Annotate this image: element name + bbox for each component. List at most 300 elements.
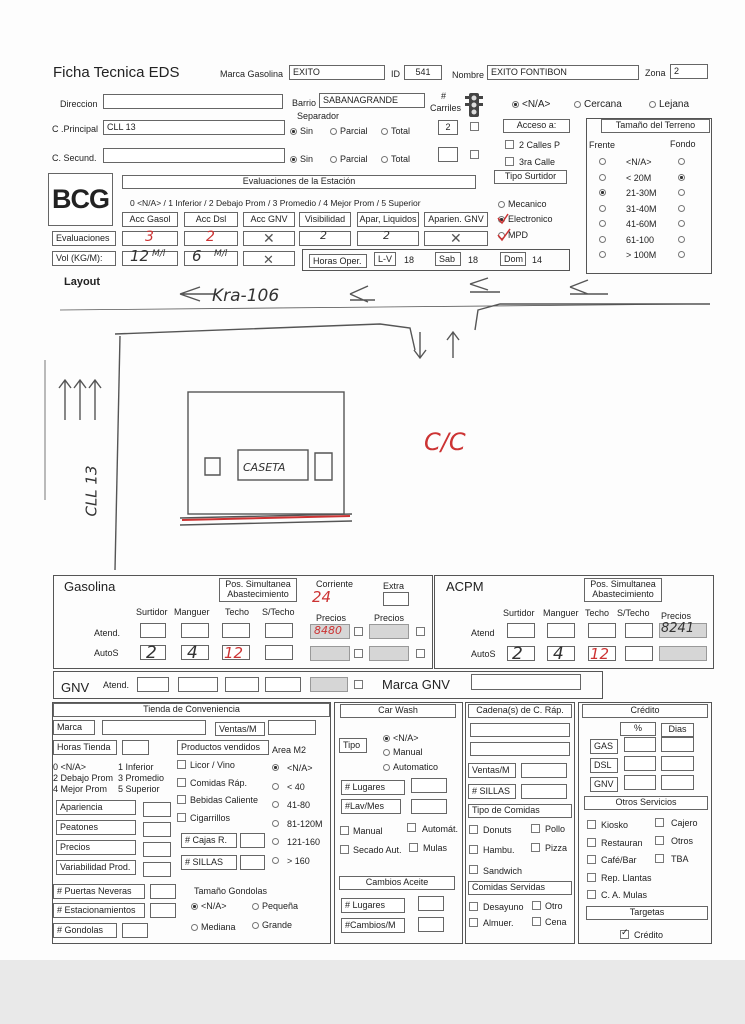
evaluaciones-row-label: Evaluaciones [52,231,116,246]
otros-checkbox[interactable] [587,838,596,847]
credito-title: Crédito [582,704,708,718]
surtidor-handwritten-checks [496,212,518,242]
acpm-atend-stecho[interactable] [625,623,653,638]
terreno-option-label: 31-40M [626,203,657,214]
barrio-label: Barrio [292,98,317,108]
gasolina-title: Gasolina [64,579,116,594]
otros-checkbox[interactable] [655,836,664,845]
carwash-mulas-label: Mulas [423,843,448,853]
acceso-2calles-checkbox[interactable] [505,140,514,149]
principal-sep-sin[interactable]: Sin [290,126,313,136]
bcg-logo: BCG [48,173,113,226]
gondola-mediana[interactable]: Mediana [191,922,236,932]
gnv-field-4[interactable] [265,677,301,692]
targetas-title: Targetas [586,906,708,920]
vol-cell-unit: M/l [214,249,228,259]
gasolina-extra-checkbox[interactable] [416,627,425,636]
carwash-mulas-checkbox[interactable] [409,843,418,852]
street-top-label: Kra-106 [212,286,280,306]
credito-row-label: GNV [590,777,618,792]
carriles-hash: # [441,91,447,101]
tienda-ventas-field[interactable] [268,720,316,735]
id-label: ID [391,69,400,79]
tienda-cajas-field[interactable] [240,833,265,848]
terreno-fondo-radio[interactable] [678,189,685,196]
gasolina-autos-manguer-value: 4 [187,643,198,663]
nombre-field[interactable]: EXITO FONTIBON [487,65,639,80]
zona-label: Zona [645,68,666,78]
tienda-scale-5: 5 Superior [118,784,160,794]
area-label: 81-120M [287,818,323,829]
gasolina-stecho-label: S/Techo [262,607,295,617]
terreno-fondo-radio[interactable] [678,205,685,212]
eval-cell-value: 3 [145,229,154,245]
cadena-tipo-title: Tipo de Comidas [468,804,572,818]
eval-cell-value: 2 [206,229,215,245]
terreno-option-label: > 100M [626,250,657,260]
gnv-field-3[interactable] [225,677,259,692]
acpm-atend-techo[interactable] [588,623,616,638]
gasolina-atend-techo[interactable] [222,623,250,638]
terreno-fondo-radio[interactable] [678,236,685,243]
cadena-sillas-label: # SILLAS [468,784,516,799]
credito-dias-field[interactable] [661,756,694,771]
tienda-productos-label: Productos vendidos [177,740,269,755]
producto-label: Bebidas Caliente [190,795,259,805]
gasolina-autos-checkbox-1[interactable] [354,649,363,658]
acceso-2calles-label: 2 Calles P [519,140,561,150]
eval-cell-value: 2 [383,229,390,242]
cross-mark-icon: ✕ [263,252,274,267]
lv-value[interactable]: 18 [404,255,415,265]
eval-column-header: Acc GNV [243,212,295,227]
tienda-neveras-field[interactable] [150,884,176,899]
acpm-precio-value: 8241 [661,621,695,636]
gasolina-autos-precio-corriente[interactable] [310,646,350,661]
acpm-stecho-label: S/Techo [617,608,650,618]
layout-title: Layout [64,276,101,288]
tienda-marca-field[interactable] [102,720,206,735]
eval-column-header: Apar, Liquidos [357,212,419,227]
carwash-na[interactable]: <N/A> [383,733,419,743]
sab-value[interactable]: 18 [468,255,479,265]
almuer-label: Almuer. [483,918,514,928]
carwash-lav-label: #Lav/Mes [341,799,401,814]
terreno-fondo-radio[interactable] [678,174,685,181]
hambu-label: Hambu. [483,845,515,855]
carwash-lav-field[interactable] [411,799,447,814]
gnv-field-2[interactable] [178,677,218,692]
carwash-title: Car Wash [340,704,456,718]
gasolina-autos-surtidor-value: 2 [146,643,157,663]
credito-dias-field[interactable] [661,737,694,752]
cambios-mes-field[interactable] [418,917,444,932]
secund-sep-parcial[interactable]: Parcial [330,154,368,164]
secund-field[interactable] [103,148,285,163]
vol-cell-value: 12 [130,247,150,265]
otros-checkbox[interactable] [587,873,596,882]
otro-label: Otro [545,901,563,911]
acpm-autos-surtidor-value: 2 [512,644,523,664]
area-radio[interactable] [272,838,279,845]
tienda-gondolas-field[interactable] [122,923,148,938]
gasolina-extra-field[interactable] [383,592,409,606]
acpm-autos-techo-value: 12 [590,645,610,663]
terreno-option-label: 41-60M [626,219,657,229]
acpm-autos-stecho[interactable] [625,646,653,661]
cadena-sillas-field[interactable] [521,784,567,799]
gasolina-autos-checkbox-2[interactable] [416,649,425,658]
cadena-serv-title: Comidas Servidas [468,881,572,895]
tienda-tam-gondolas-label: Tamaño Gondolas [194,886,268,896]
id-field[interactable]: 541 [404,65,442,80]
terreno-frente-label: Frente [589,140,616,150]
pizza-checkbox[interactable] [531,843,540,852]
cena-label: Cena [545,917,567,927]
cadena-ventas-field[interactable] [521,763,567,778]
producto-label: Licor / Vino [190,760,235,770]
eval-column-header: Acc Dsl [184,212,238,227]
acpm-manguer-label: Manguer [543,608,579,618]
producto-label: Cigarrillos [190,812,231,823]
producto-checkbox[interactable] [177,760,186,769]
otros-label: C. A. Mulas [601,890,648,900]
surtidor-mecanico[interactable]: Mecanico [498,199,547,209]
gasolina-autos-stecho[interactable] [265,645,293,660]
proximity-na[interactable]: <N/A> [512,99,550,110]
pizza-label: Pizza [545,843,568,853]
cadena-title: Cadena(s) de C. Ráp. [468,704,572,718]
credito-tarjeta-label: Crédito [634,930,664,940]
tienda-horas-field[interactable] [122,740,149,755]
tienda-sillas-label: # SILLAS [181,855,237,870]
vol-cell-unit: M/l [152,249,166,259]
gasolina-manguer-label: Manguer [174,607,210,617]
direccion-label: Direccion [60,99,98,109]
cambios-title: Cambios Aceite [339,876,455,890]
terreno-frente-radio[interactable] [599,205,606,212]
gasolina-precios-label-1: Precios [316,613,347,623]
carwash-lugares-field[interactable] [411,778,447,793]
gnv-field-5[interactable] [310,677,348,692]
eval-cell-value: 2 [320,229,327,242]
tienda-eval-field[interactable] [143,822,171,837]
gnv-atend-label: Atend. [103,680,130,690]
zona-field[interactable]: 2 [670,64,708,79]
tienda-ventas-label: Ventas/M [215,722,265,736]
cadena-ventas-label: Ventas/M [468,763,516,778]
acpm-atend-surtidor[interactable] [507,623,535,638]
area-label: < 40 [287,781,305,792]
separador-label: Separador [297,111,340,121]
principal-sep-total[interactable]: Total [381,126,410,136]
sab-label: Sab [435,252,461,266]
terreno-fondo-radio[interactable] [678,251,685,258]
terreno-frente-radio[interactable] [599,189,606,196]
cena-checkbox[interactable] [532,917,541,926]
otros-label: Otros [671,836,694,846]
tienda-title: Tienda de Conveniencia [53,703,330,717]
tienda-eval-label: Variabilidad Prod. [56,860,136,875]
tienda-estac-label: # Estacionamientos [53,903,145,918]
acpm-techo-label: Techo [585,608,610,618]
surtidor-title: Tipo Surtidor [494,170,567,184]
surtidor-electronico[interactable]: Electronico [498,214,553,224]
marca-gasolina-field[interactable]: EXITO [289,65,385,80]
carwash-secado-label: Secado Aut. [353,845,402,855]
terreno-title: Tamaño del Terreno [601,119,710,133]
producto-checkbox[interactable] [177,813,186,822]
acpm-autos-precio[interactable] [659,646,707,661]
vol-row-label: Vol (KG/M): [52,251,116,266]
tienda-scale-1: 1 Inferior [118,762,154,772]
carwash-automatico[interactable]: Automatico [383,762,438,772]
acpm-title: ACPM [446,579,484,594]
area-radio[interactable] [272,801,279,808]
principal-label: C .Principal [52,124,99,134]
carwash-manual-checkbox[interactable] [340,826,349,835]
gnv-field-1[interactable] [137,677,169,692]
tienda-horas-label: Horas Tienda [53,740,117,755]
tienda-eval-label: Apariencia [56,800,136,815]
dom-label: Dom [500,252,526,266]
area-radio[interactable] [272,857,279,864]
gasolina-pos-sim-value[interactable]: 24 [312,588,332,606]
credito-pct-field[interactable] [624,775,656,790]
tienda-eval-field[interactable] [143,842,171,857]
otros-checkbox[interactable] [587,890,596,899]
street-left-label: CLL 13 [82,465,101,517]
tienda-area-label: Area M2 [272,745,307,755]
terreno-option-label: 21-30M [626,188,657,198]
acceso-3ra-label: 3ra Calle [519,157,556,167]
donuts-label: Donuts [483,825,512,835]
tienda-gondolas-label: # Gondolas [53,923,117,938]
acpm-atend-manguer[interactable] [547,623,575,638]
secund-checkbox[interactable] [470,150,479,159]
gnv-title: GNV [61,680,90,695]
tienda-scale-2: 2 Debajo Prom [53,773,114,783]
area-label: <N/A> [287,763,313,773]
credito-dias-field[interactable] [661,775,694,790]
acpm-pos-sim-label: Pos. Simultanea Abastecimiento [584,578,662,602]
credito-pct-field[interactable] [624,737,656,752]
traffic-light-icon [465,92,483,118]
carwash-manual-label: Manual [353,826,383,836]
terreno-fondo-label: Fondo [670,139,696,149]
acceso-3ra-checkbox[interactable] [505,157,514,166]
secund-sep-total[interactable]: Total [381,154,410,164]
acpm-autos-label: AutoS [471,649,496,659]
carwash-automat-label: Automát. [422,824,459,834]
terreno-frente-radio[interactable] [599,236,606,243]
tienda-scale-0: 0 <N/A> [53,762,87,772]
layout-sketch [30,270,720,570]
tienda-marca-label: Marca [53,720,95,735]
otros-label: Café/Bar [601,855,637,865]
tienda-eval-field[interactable] [143,862,171,877]
gasolina-surtidor-label: Surtidor [136,607,168,617]
carwash-automat-checkbox[interactable] [407,823,416,832]
donuts-checkbox[interactable] [469,825,478,834]
gasolina-atend-precio-extra[interactable] [369,624,409,639]
area-label: 41-80 [287,800,311,810]
gondola-na[interactable]: <N/A> [191,901,227,911]
tienda-eval-label: Precios [56,840,136,855]
surtidor-mpd[interactable]: MPD [498,230,528,240]
producto-label: Comidas Ráp. [190,777,248,788]
area-label: 121-160 [287,837,321,847]
carriles-checkbox[interactable] [470,122,479,131]
cross-mark-icon: ✕ [450,230,462,246]
gasolina-precio-corriente: 8480 [314,624,342,637]
terreno-fondo-radio[interactable] [678,158,685,165]
proximity-lejana[interactable]: Lejana [649,99,689,110]
terreno-frente-radio[interactable] [599,158,606,165]
otros-checkbox[interactable] [655,854,664,863]
terreno-option-label: <N/A> [626,157,652,167]
gasolina-atend-surtidor[interactable] [140,623,166,638]
acpm-surtidor-label: Surtidor [503,608,535,618]
gasolina-autos-label: AutoS [94,648,119,658]
vol-cell-value: 6 [192,247,202,265]
cadena-field-1[interactable] [470,723,570,737]
tienda-eval-field[interactable] [143,802,171,817]
gasolina-atend-manguer[interactable] [181,623,209,638]
carwash-lugares-label: # Lugares [341,780,405,795]
nombre-label: Nombre [452,70,485,80]
gnv-marca-field[interactable] [471,674,581,690]
dom-value[interactable]: 14 [532,255,543,265]
tienda-eval-label: Peatones [56,820,136,835]
otros-checkbox[interactable] [655,818,664,827]
acpm-precios-label: Precios [661,611,692,621]
terreno-frente-radio[interactable] [599,174,606,181]
credito-check-mark-icon: ✓ [621,927,629,937]
gondola-pequena[interactable]: Pequeña [252,901,298,911]
principal-sep-parcial[interactable]: Parcial [330,126,368,136]
otros-label: Kiosko [601,820,629,830]
eval-column-header: Aparien. GNV [424,212,488,227]
credito-pct-label: % [620,722,656,736]
cambios-lugares-label: # Lugares [341,898,405,913]
area-radio[interactable] [272,783,279,790]
gasolina-atend-label: Atend. [94,628,121,638]
gasolina-autos-precio-extra[interactable] [369,646,409,661]
acpm-atend-label: Atend [471,628,495,638]
carwash-secado-checkbox[interactable] [340,845,349,854]
eval-column-header: Acc Gasol [122,212,178,227]
tienda-neveras-label: # Puertas Neveras [53,884,145,899]
principal-field[interactable]: CLL 13 [103,120,285,135]
otros-title: Otros Servicios [584,796,708,810]
hambu-checkbox[interactable] [469,845,478,854]
secund-carriles-field[interactable] [438,147,458,162]
acpm-autos-manguer-value: 4 [553,644,564,664]
evaluaciones-title: Evaluaciones de la Estación [122,175,476,189]
marca-gasolina-label: Marca Gasolina [220,69,284,79]
otros-label: Restauran [601,837,643,848]
area-radio[interactable] [272,820,279,827]
carwash-manual[interactable]: Manual [383,747,423,757]
carriles-label: Carriles [430,103,462,113]
carwash-tipo-label: Tipo [339,738,367,753]
cambios-lugares-field[interactable] [418,896,444,911]
layout-note: C/C [424,428,466,456]
gondola-grande[interactable]: Grande [252,920,292,930]
tienda-cajas-label: # Cajas R. [181,833,237,848]
desayuno-label: Desayuno [483,902,524,912]
almuer-checkbox[interactable] [469,918,478,927]
secund-label: C. Secund. [52,153,97,163]
horas-label: Horas Oper. [309,254,367,268]
tienda-sillas-field[interactable] [240,855,265,870]
gasolina-precios-label-2: Precios [374,613,405,623]
gasolina-autos-techo-value: 12 [224,644,244,662]
terreno-frente-radio[interactable] [599,251,606,258]
acceso-title: Acceso a: [503,119,570,133]
cambios-mes-label: #Cambios/M [341,918,405,933]
pollo-label: Pollo [545,824,566,834]
carriles-field[interactable]: 2 [438,120,458,135]
evaluaciones-scale: 0 <N/A> / 1 Inferior / 2 Debajo Prom / 3 Promedio / 4 Mejor Prom / 5 Superior [130,198,421,208]
gasolina-extra-label: Extra [383,581,405,591]
gnv-checkbox[interactable] [354,680,363,689]
area-label: > 160 [287,855,310,866]
cross-mark-icon: ✕ [263,230,275,246]
otro-checkbox[interactable] [532,901,541,910]
credito-row-label: DSL [590,758,618,773]
producto-checkbox[interactable] [177,778,186,787]
otros-checkbox[interactable] [587,820,596,829]
otros-label: Rep. Llantas [601,872,652,883]
secund-sep-sin[interactable]: Sin [290,154,313,164]
credito-pct-field[interactable] [624,756,656,771]
tienda-estac-field[interactable] [150,903,176,918]
terreno-frente-radio[interactable] [599,220,606,227]
otros-checkbox[interactable] [587,855,596,864]
area-radio[interactable] [272,764,279,771]
sandwich-label: Sandwich [483,866,523,876]
terreno-option-label: 61-100 [626,234,655,245]
otros-label: TBA [671,854,689,864]
direccion-field[interactable] [103,94,283,109]
gasolina-corriente-label: Corriente [316,579,354,589]
producto-checkbox[interactable] [177,795,186,804]
gasolina-techo-label: Techo [225,607,250,617]
barrio-field[interactable]: SABANAGRANDE [319,93,425,108]
pollo-checkbox[interactable] [531,824,540,833]
lv-label: L-V [374,252,396,266]
terreno-fondo-radio[interactable] [678,220,685,227]
desayuno-checkbox[interactable] [469,902,478,911]
eval-column-header: Visibilidad [299,212,351,227]
cadena-field-2[interactable] [470,742,570,756]
sandwich-checkbox[interactable] [469,865,478,874]
proximity-cercana[interactable]: Cercana [574,99,622,110]
gasolina-corriente-checkbox[interactable] [354,627,363,636]
gasolina-pos-sim-label: Pos. Simultanea Abastecimiento [219,578,297,602]
credito-dias-label: Dias [661,723,694,737]
form-title: Ficha Tecnica EDS [53,64,180,81]
tienda-scale-4: 4 Mejor Prom [53,784,108,794]
otros-label: Cajero [671,818,698,828]
caseta-label: CASETA [243,461,286,474]
tienda-scale-3: 3 Promedio [118,773,165,783]
gasolina-atend-stecho[interactable] [265,623,293,638]
gnv-marca-label: Marca GNV [382,677,450,692]
credito-row-label: GAS [590,739,618,754]
